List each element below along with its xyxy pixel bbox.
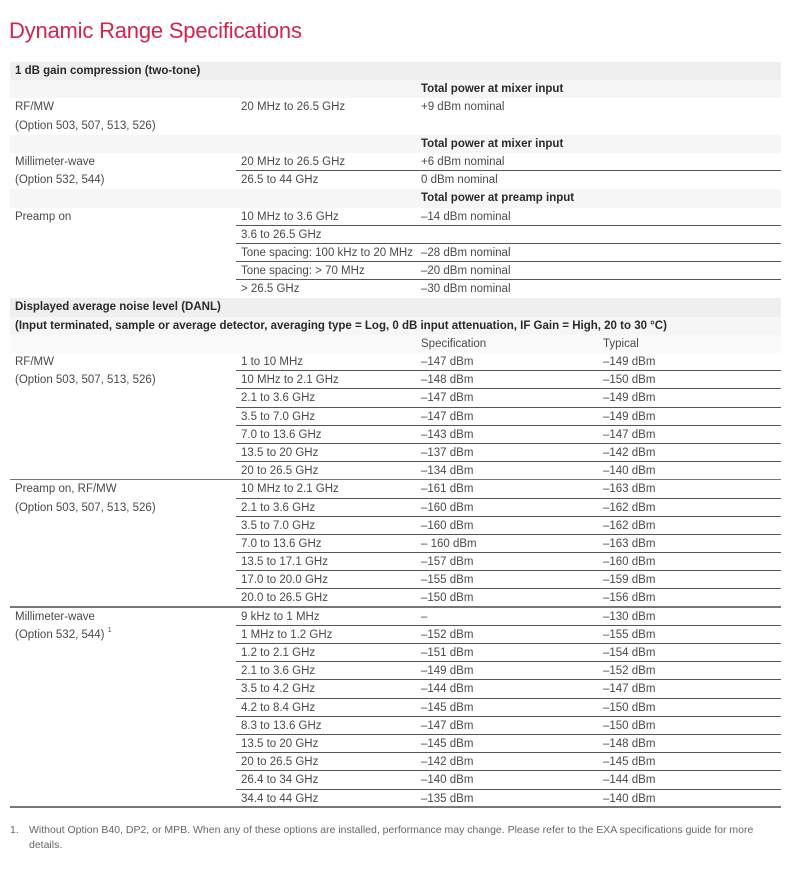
typical-value: –160 dBm [603, 556, 656, 569]
typical-value: –142 dBm [603, 446, 656, 459]
typical-value: –149 dBm [603, 410, 656, 423]
frequency-range: 3.5 to 4.2 GHz [241, 683, 316, 696]
frequency-range: 13.5 to 20 GHz [241, 737, 319, 750]
spec-value: –151 dBm [421, 647, 474, 659]
spec-value: –134 dBm [421, 465, 474, 478]
frequency-range: 2.1 to 3.6 GHz [241, 665, 316, 678]
table-row: Tone spacing: > 70 MHz –20 dBm nominal [10, 262, 781, 280]
row-divider [10, 806, 781, 808]
spec-value: –143 dBm [421, 428, 474, 441]
typical-value: –130 dBm [603, 610, 656, 623]
spec-value: –160 dBm [421, 519, 474, 532]
table-row [10, 389, 781, 407]
typical-value: –140 dBm [603, 792, 656, 805]
danl-groups [10, 353, 781, 808]
spec-value: –135 dBm [421, 792, 474, 805]
spec-value: –149 dBm [421, 665, 474, 678]
frequency-range: 2.1 to 3.6 GHz [241, 392, 316, 405]
footnote-marker: 1 [107, 626, 112, 634]
typical-value: –150 dBm [603, 374, 656, 387]
frequency-range: 26.4 to 34 GHz [241, 774, 319, 787]
typical-value: –152 dBm [603, 665, 656, 678]
section-heading-danl: Displayed average noise level (DANL) [10, 298, 781, 316]
frequency-range: 2.1 to 3.6 GHz [241, 501, 316, 514]
table-row: Millimeter-wave 20 MHz to 26.5 GHz +6 dBm nominal [10, 153, 781, 171]
column-header-row: Specification Typical [10, 335, 781, 353]
table-row [10, 589, 781, 607]
group-label: RF/MW [15, 356, 54, 368]
spec-value: –144 dBm [421, 683, 474, 696]
table-row [10, 644, 781, 662]
danl-conditions: (Input terminated, sample or average detector, averaging type = Log, 0 dB input attenuation, IF Gain = High, 20 to 30 °C) [10, 317, 781, 335]
frequency-range: 10 MHz to 2.1 GHz [241, 483, 339, 496]
spec-value: –157 dBm [421, 556, 474, 569]
column-header-row: Total power at mixer input [10, 135, 781, 153]
frequency-range: 7.0 to 13.6 GHz [241, 537, 322, 550]
spec-value: –161 dBm [421, 483, 474, 496]
table-row [10, 499, 781, 517]
table-row [10, 462, 781, 480]
typical-value: –149 dBm [603, 392, 656, 405]
typical-value: –150 dBm [603, 719, 656, 732]
spec-value: –145 dBm [421, 737, 474, 750]
spec-value: –150 dBm [421, 592, 474, 605]
spec-value: –142 dBm [421, 756, 474, 769]
table-row [10, 662, 781, 680]
typical-value: –155 dBm [603, 628, 656, 641]
spec-value: –147 dBm [421, 392, 474, 405]
frequency-range: 20 to 26.5 GHz [241, 756, 319, 769]
spec-value: –148 dBm [421, 374, 474, 387]
frequency-range: 1 to 10 MHz [241, 356, 303, 368]
table-row [10, 444, 781, 462]
group-label-option: (Option 503, 507, 513, 526) [15, 374, 156, 387]
frequency-range: 34.4 to 44 GHz [241, 792, 319, 805]
table-row [10, 371, 781, 389]
frequency-range: 1.2 to 2.1 GHz [241, 647, 316, 659]
frequency-range: 4.2 to 8.4 GHz [241, 701, 316, 714]
column-header-row: Total power at preamp input [10, 189, 781, 207]
typical-value: –163 dBm [603, 483, 656, 496]
table-row [10, 771, 781, 789]
group-label-option: (Option 503, 507, 513, 526) [15, 501, 156, 514]
frequency-range: 13.5 to 17.1 GHz [241, 556, 328, 569]
table-row [10, 353, 781, 371]
spec-value: –147 dBm [421, 410, 474, 423]
table-row: Tone spacing: 100 kHz to 20 MHz –28 dBm nominal [10, 244, 781, 262]
table-row [10, 699, 781, 717]
spec-value: –160 dBm [421, 501, 474, 514]
frequency-range: 7.0 to 13.6 GHz [241, 428, 322, 441]
group-label: Millimeter-wave [15, 610, 95, 623]
table-row: (Option 503, 507, 513, 526) [15, 119, 156, 132]
table-row [10, 626, 781, 644]
frequency-range: 8.3 to 13.6 GHz [241, 719, 322, 732]
frequency-range: 3.5 to 7.0 GHz [241, 410, 316, 423]
table-row [10, 480, 781, 498]
typical-value: –163 dBm [603, 537, 656, 550]
frequency-range: 20 to 26.5 GHz [241, 465, 319, 478]
table-row: Preamp on 10 MHz to 3.6 GHz –14 dBm nominal [10, 208, 781, 226]
spec-value: –147 dBm [421, 356, 474, 368]
table-row [10, 735, 781, 753]
spec-value: –137 dBm [421, 446, 474, 459]
typical-value: –144 dBm [603, 774, 656, 787]
table-row: RF/MW 20 MHz to 26.5 GHz +9 dBm nominal [15, 101, 505, 114]
table-row [10, 717, 781, 735]
section-heading-compression: 1 dB gain compression (two-tone) [10, 62, 781, 80]
spec-value: – 160 dBm [421, 537, 477, 550]
table-row [10, 608, 781, 626]
typical-value: –162 dBm [603, 501, 656, 514]
spec-value: –152 dBm [421, 628, 474, 641]
typical-value: –149 dBm [603, 356, 656, 368]
frequency-range: 20.0 to 26.5 GHz [241, 592, 328, 605]
typical-value: –147 dBm [603, 683, 656, 696]
frequency-range: 13.5 to 20 GHz [241, 446, 319, 459]
spec-value: –147 dBm [421, 719, 474, 732]
page-title: Dynamic Range Specifications [9, 18, 302, 43]
typical-value: –159 dBm [603, 574, 656, 587]
typical-value: –156 dBm [603, 592, 656, 605]
typical-value: –154 dBm [603, 647, 656, 659]
typical-value: –148 dBm [603, 737, 656, 750]
footnote: 1. Without Option B40, DP2, or MPB. When any of these options are installed, performance may change. Please refer to the EXA specifications guide for more details. [10, 824, 754, 851]
table-row [10, 408, 781, 426]
table-row [10, 517, 781, 535]
column-header-row: Total power at mixer input [10, 80, 781, 98]
table-row [10, 535, 781, 553]
spec-value: –145 dBm [421, 701, 474, 714]
spec-table [10, 62, 781, 808]
typical-value: –140 dBm [603, 465, 656, 478]
table-row [10, 753, 781, 771]
typical-value: –162 dBm [603, 519, 656, 532]
typical-value: –150 dBm [603, 701, 656, 714]
frequency-range: 9 kHz to 1 MHz [241, 610, 320, 623]
table-row [10, 553, 781, 571]
spec-value: –140 dBm [421, 774, 474, 787]
group-label-option-text: (Option 532, 544) [15, 628, 105, 641]
table-row [10, 571, 781, 589]
frequency-range: 1 MHz to 1.2 GHz [241, 628, 333, 641]
spec-value: –155 dBm [421, 574, 474, 587]
table-row [10, 680, 781, 698]
typical-value: –147 dBm [603, 428, 656, 441]
table-row: > 26.5 GHz –30 dBm nominal [241, 283, 511, 296]
table-row [10, 426, 781, 444]
frequency-range: 10 MHz to 2.1 GHz [241, 374, 339, 387]
typical-value: –145 dBm [603, 756, 656, 769]
table-row: 3.6 to 26.5 GHz [10, 226, 781, 244]
group-label-option [15, 626, 112, 644]
table-row [10, 790, 781, 808]
group-label: Preamp on, RF/MW [15, 483, 117, 496]
table-row: (Option 532, 544) 26.5 to 44 GHz 0 dBm nominal [15, 174, 498, 187]
frequency-range: 3.5 to 7.0 GHz [241, 519, 316, 532]
frequency-range: 17.0 to 20.0 GHz [241, 574, 328, 587]
spec-value: – [421, 610, 428, 623]
